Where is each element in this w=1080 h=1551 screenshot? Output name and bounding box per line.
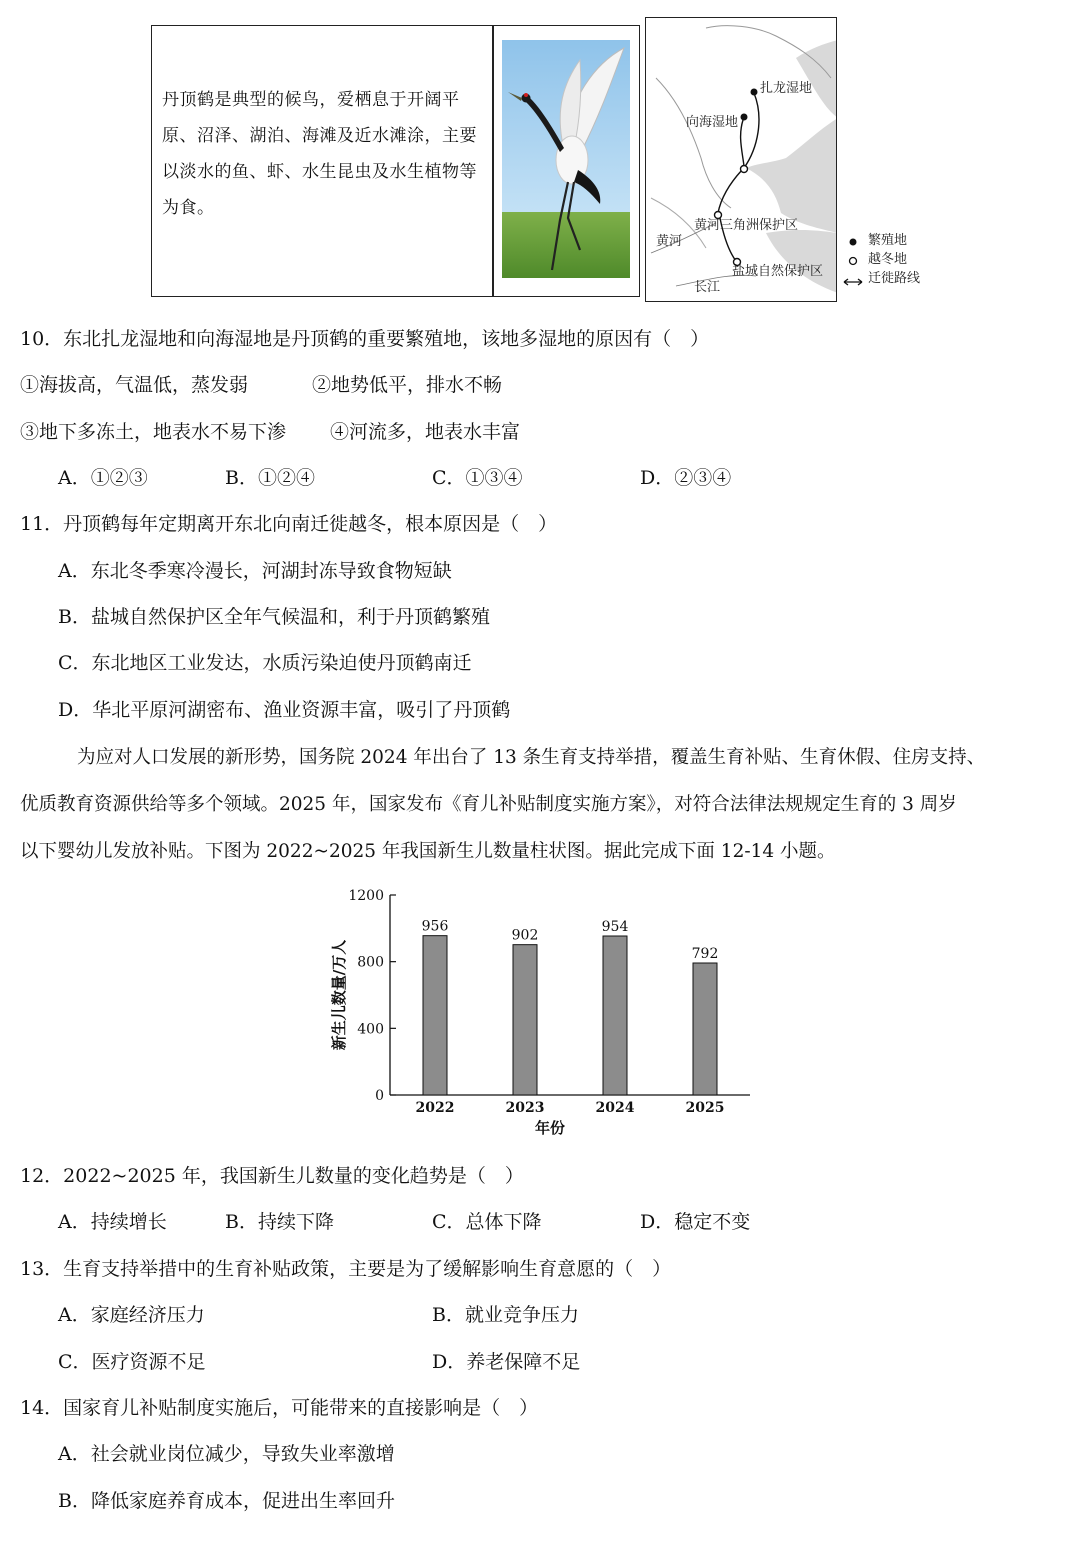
q10-option-d[interactable]: D．②③④ <box>640 467 732 489</box>
legend-route-label: 迁徙路线 <box>868 271 921 286</box>
crane-passage: 丹顶鹤是典型的候鸟，爱栖息于开阔平原、沼泽、湖泊、海滩及近水滩涂，主要以淡水的鱼、虾、水生昆虫及水生植物等为食。 <box>162 90 477 218</box>
q10-option-c[interactable]: C．①③④ <box>432 467 523 489</box>
y-tick-label-1: 400 <box>357 1021 384 1038</box>
passage-line-1: 为应对人口发展的新形势，国务院 2024 年出台了 13 条生育支持举措，覆盖生育补贴、生育休假、住房支持、 <box>77 747 986 768</box>
q11-option-a[interactable]: A．东北冬季寒冷漫长，河湖封冻导致食物短缺 <box>58 560 452 582</box>
map-label-zhalong: 扎龙湿地 <box>760 81 813 96</box>
q12-option-d[interactable]: D．稳定不变 <box>640 1211 751 1233</box>
legend-wintering-label: 越冬地 <box>868 252 908 267</box>
map-label-yancheng: 盐城自然保护区 <box>732 264 824 279</box>
q10-stem: 10．东北扎龙湿地和向海湿地是丹顶鹤的重要繁殖地，该地多湿地的原因有（ ） <box>20 328 710 350</box>
y-tick-label-2: 800 <box>357 954 384 971</box>
q12-option-b[interactable]: B．持续下降 <box>225 1211 334 1233</box>
box-divider <box>492 26 494 296</box>
legend-wintering-icon <box>846 253 860 267</box>
y-tick-label-0: 0 <box>375 1088 384 1104</box>
bar-2022 <box>423 936 447 1095</box>
y-tick-label-3: 1200 <box>348 888 384 904</box>
map-label-delta: 黄河三角洲保护区 <box>694 218 799 233</box>
q10-option-a[interactable]: A．①②③ <box>58 467 148 489</box>
q14-option-a[interactable]: A．社会就业岗位减少，导致失业率激增 <box>58 1443 395 1465</box>
x-tick-label-2023: 2023 <box>505 1100 545 1116</box>
map-label-huanghe: 黄河 <box>656 234 683 249</box>
q13-option-c[interactable]: C．医疗资源不足 <box>58 1351 206 1373</box>
q10-statement-2: ②地势低平，排水不畅 <box>312 374 503 396</box>
map-graphics <box>646 18 837 302</box>
legend-route-icon <box>841 273 865 285</box>
x-tick-label-2024: 2024 <box>595 1100 635 1116</box>
q13-option-a[interactable]: A．家庭经济压力 <box>58 1304 205 1326</box>
data-label-2024: 954 <box>601 919 629 935</box>
q11-option-d[interactable]: D．华北平原河湖密布、渔业资源丰富，吸引了丹顶鹤 <box>58 699 511 721</box>
migration-map <box>645 17 837 302</box>
passage-line-2: 优质教育资源供给等多个领域。2025 年，国家发布《育儿补贴制度实施方案》，对符合法律法规规定生育的 3 周岁 <box>20 794 957 815</box>
passage-line-3: 以下婴幼儿发放补贴。下图为 2022~2025 年我国新生儿数量柱状图。据此完成下面 12-14 小题。 <box>20 841 836 862</box>
bar-2024 <box>603 936 627 1095</box>
q13-option-b[interactable]: B．就业竞争压力 <box>432 1304 579 1326</box>
map-label-changjiang: 长江 <box>694 280 721 295</box>
q14-stem: 14．国家育儿补贴制度实施后，可能带来的直接影响是（ ） <box>20 1397 539 1419</box>
data-label-2025: 792 <box>691 946 719 962</box>
q10-option-b[interactable]: B．①②④ <box>225 467 315 489</box>
x-axis-title: 年份 <box>534 1119 566 1137</box>
q14-option-b[interactable]: B．降低家庭养育成本，促进出生率回升 <box>58 1490 395 1512</box>
crane-photo <box>502 40 630 278</box>
legend-breeding-label: 繁殖地 <box>868 233 908 248</box>
legend-breeding-icon <box>846 234 860 248</box>
y-axis-title: 新生儿数量/万人 <box>330 939 348 1051</box>
q11-option-c[interactable]: C．东北地区工业发达，水质污染迫使丹顶鹤南迁 <box>58 652 472 674</box>
q12-stem: 12．2022~2025 年，我国新生儿数量的变化趋势是（ ） <box>20 1165 524 1187</box>
q11-stem: 11．丹顶鹤每年定期离开东北向南迁徙越冬，根本原因是（ ） <box>20 513 558 535</box>
chart-bars <box>423 936 717 1095</box>
bar-2023 <box>513 945 537 1095</box>
q10-statement-3: ③地下多冻土，地表水不易下渗 <box>20 421 287 443</box>
map-label-xianghai: 向海湿地 <box>686 115 739 130</box>
data-label-2023: 902 <box>511 927 539 944</box>
bar-2025 <box>693 963 717 1095</box>
q12-option-a[interactable]: A．持续增长 <box>58 1211 167 1233</box>
q10-statement-4: ④河流多，地表水丰富 <box>330 421 521 443</box>
x-tick-label-2022: 2022 <box>415 1100 455 1116</box>
q10-statement-1: ①海拔高，气温低，蒸发弱 <box>20 374 249 396</box>
data-label-2022: 956 <box>421 918 449 935</box>
q13-option-d[interactable]: D．养老保障不足 <box>432 1351 581 1373</box>
q13-stem: 13．生育支持举措中的生育补贴政策，主要是为了缓解影响生育意愿的（ ） <box>20 1258 672 1280</box>
x-tick-label-2025: 2025 <box>685 1100 725 1116</box>
q12-option-c[interactable]: C．总体下降 <box>432 1211 542 1233</box>
q11-option-b[interactable]: B．盐城自然保护区全年气候温和，利于丹顶鹤繁殖 <box>58 606 490 628</box>
newborn-bar-chart <box>320 880 760 1145</box>
